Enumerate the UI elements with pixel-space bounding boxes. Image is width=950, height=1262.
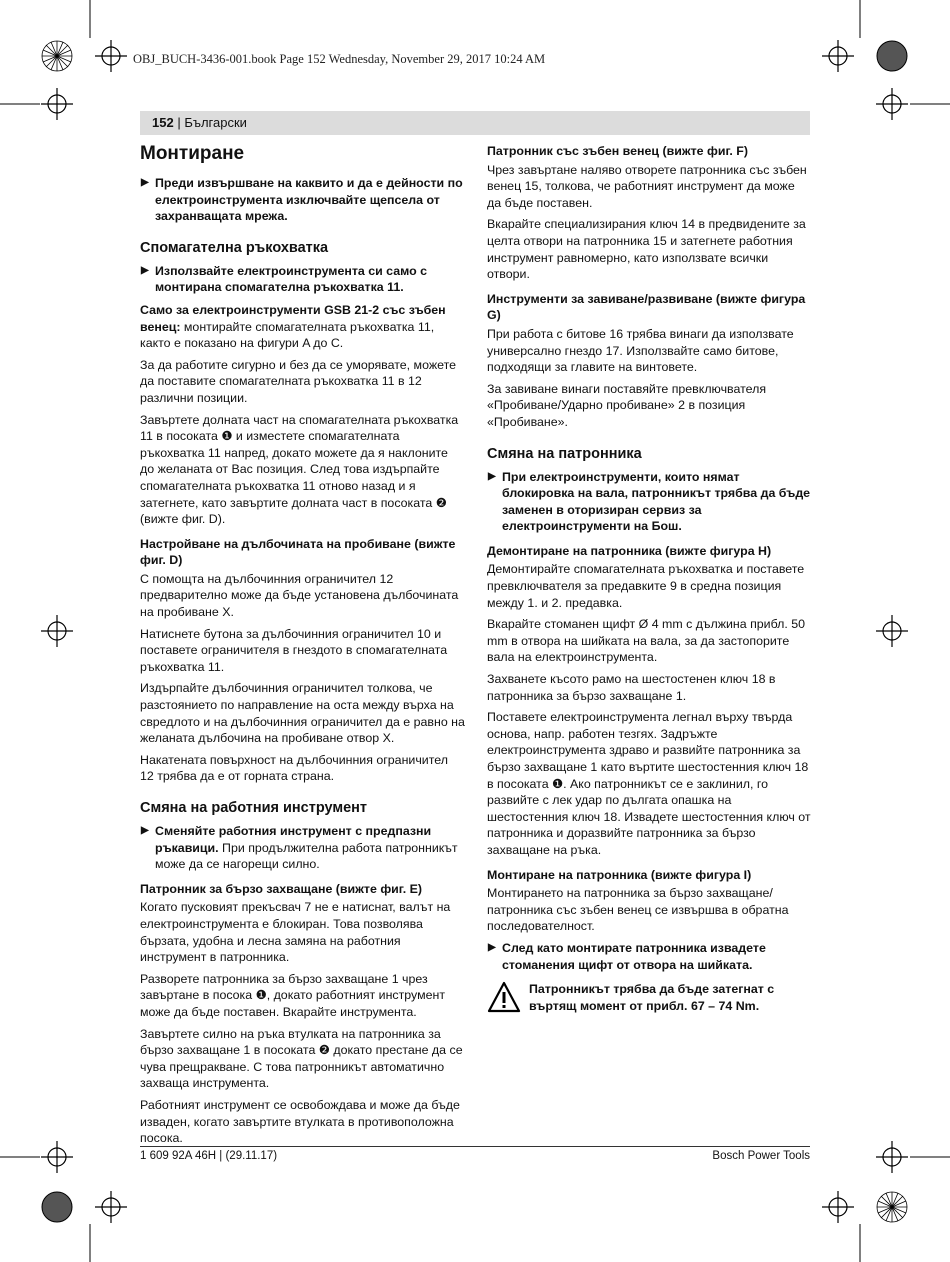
bullet-triangle-icon: ▶ bbox=[488, 470, 496, 482]
safety-bullet: ▶ След като монтирате патронника извадете стоманения щифт от отвора на шийката. bbox=[488, 940, 766, 972]
heading-gear-chuck: Патронник със зъбен венец (вижте фиг. F) bbox=[487, 144, 748, 158]
safety-bullet: ▶ Преди извършване на каквито и да е дейности по електроинструмента изключвайте щепсела от захранващата мрежа. bbox=[141, 176, 463, 224]
page-header-bar: 152 | Български bbox=[140, 111, 810, 135]
paragraph: Разворете патронника за бързо захващане 1 чрез завъртане в посока ❶, докато работният инструмент може да бъде поставен. Вкарайте инструмента. bbox=[140, 971, 446, 1019]
heading-quick-chuck: Патронник за бързо захващане (вижте фиг. E) bbox=[140, 881, 422, 896]
left-column bbox=[140, 143, 465, 1152]
paragraph: Завъртете силно на ръка втулката на патронника за бързо захващане 1 в посоката ❷ докато престане да се чува прещракване. С това патронникът автоматично захваща инструмента. bbox=[140, 1026, 463, 1091]
paragraph: Накатената повърхност на дълбочинния ограничител 12 трябва да е от горната страна. bbox=[140, 752, 448, 784]
paragraph: Поставете електроинструмента легнал върху твърда основа, напр. работен тезгях. Задръжте електроинструмента здраво и развийте патронника за бързо захващане 1 като въртите шестостенния ключ 18 в посоката ❶. Ако патронникът се е заклинил, го развийте с лек удар по дългата опашка на шестостенния ключ 18. Извадете шестостенния ключ от патронника и доразвийте патронника за бързо захващане на ръка. bbox=[487, 710, 811, 857]
bullet-triangle-icon: ▶ bbox=[141, 177, 149, 188]
paragraph: За да работите сигурно и без да се уморявате, можете да поставите спомагателната ръкохватка 11 в 12 различни позиции. bbox=[140, 357, 457, 405]
paragraph: Вкарайте специализирания ключ 14 в предвидените за целта отвори на патронника 15 и затегнете работния инструмент равномерно, като използвате всички отвори. bbox=[487, 217, 806, 282]
heading-mount-chuck: Монтиране на патронника (вижте фигура I) bbox=[487, 867, 752, 882]
paragraph: Чрез завъртане наляво отворете патронника със зъбен венец 15, толкова, че работният инструмент да може да бъде поставен. bbox=[487, 162, 807, 210]
paragraph: При работа с битове 16 трябва винаги да използвате универсално гнездо 17. Използвайте само битове, подходящи за главите на винтовете. bbox=[487, 326, 794, 375]
heading-aux-handle: Спомагателна ръкохватка bbox=[140, 239, 329, 256]
heading-chuck-change: Смяна на патронника bbox=[487, 445, 642, 462]
warning-triangle-icon bbox=[487, 981, 521, 1013]
paragraph: За завиване винаги поставяйте превключвателя «Пробиване/Ударно пробиване» 2 в позиция «Пробиване». bbox=[487, 381, 767, 429]
bullet-triangle-icon: ▶ bbox=[488, 941, 496, 953]
heading-tool-change: Смяна на работния инструмент bbox=[140, 800, 368, 816]
page-number: 152 bbox=[152, 115, 174, 130]
warning-note: Патронникът трябва да бъде затегнат с въртящ момент от прибл. 67 – 74 Nm. bbox=[487, 981, 812, 1021]
paragraph: Монтирането на патронника за бързо захващане/патронника със зъбен венец се извършва в обратна последователност. bbox=[487, 886, 789, 934]
paragraph: Само за електроинструменти GSB 21-2 със зъбен венец: монтирайте спомагателната ръкохватка 11, както е показано на фигури A до C. bbox=[140, 302, 446, 351]
bullet-triangle-icon: ▶ bbox=[141, 825, 149, 836]
safety-bullet: ▶ Сменяйте работния инструмент с предпазни ръкавици. При продължителна работа патронникът може да се нагорещи силно. bbox=[141, 824, 458, 872]
print-header: OBJ_BUCH-3436-001.book Page 152 Wednesday, November 29, 2017 10:24 AM bbox=[133, 52, 546, 66]
section-title: Монтиране bbox=[140, 143, 245, 164]
paragraph: Когато пусковият прекъсвач 7 не е натиснат, валът на електроинструмента е блокиран. Това позволява бързата, удобна и лесна замяна на работния инструмент в патронника. bbox=[140, 900, 451, 965]
page-language: Български bbox=[184, 115, 247, 130]
safety-bullet: ▶ При електроинструменти, които нямат блокировка на вала, патронникът трябва да бъде заменен в оторизиран сервиз за електроинструменти на Бош. bbox=[488, 469, 811, 534]
safety-bullet: ▶ Използвайте електроинструмента си само с монтирана спомагателна ръкохватка 11. bbox=[141, 263, 428, 295]
heading-depth: Настройване на дълбочината на пробиване (вижте фиг. D) bbox=[140, 536, 456, 568]
footer-brand: Bosch Power Tools bbox=[712, 1150, 810, 1162]
bullet-triangle-icon: ▶ bbox=[141, 264, 149, 276]
paragraph: Завъртете долната част на спомагателната ръкохватка 11 в посоката ❶ и изместете спомагателната ръкохватка 11 напред, докато можете да я наклоните до желаната от Вас позиция. След това издърпайте спомагателната ръкохватка 11 отново назад и я затегнете, като завъртите долната част в посоката ❷ (вижте фиг. D). bbox=[140, 412, 459, 527]
paragraph: Натиснете бутона за дълбочинния ограничител 10 и поставете ограничителя в гнездото в спомагателната ръкохватка 11. bbox=[140, 626, 448, 674]
heading-screwdriving: Инструменти за завиване/развиване (вижте фигура G) bbox=[487, 291, 806, 323]
paragraph: Демонтирайте спомагателната ръкохватка и поставете превключвателя за предавките 9 в средна позиция между 1. и 2. предавка. bbox=[487, 562, 805, 610]
paragraph: Захванете късото рамо на шестостенен ключ 18 в патронника за бързо захващане 1. bbox=[487, 672, 776, 703]
right-column bbox=[487, 143, 812, 1021]
paragraph: Вкарайте стоманен щифт Ø 4 mm с дължина прибл. 50 mm в отвора на шийката на вала, за да застопорите вала на електроинструмента. bbox=[487, 617, 806, 665]
footer-code: 1 609 92A 46H | (29.11.17) bbox=[140, 1150, 278, 1162]
paragraph: Работният инструмент се освобождава и може да бъде изваден, когато завъртите втулката в противоположна посока. bbox=[140, 1097, 460, 1146]
paragraph: Издърпайте дълбочинния ограничител толкова, че разстоянието по направление на оста между върха на свредлото и на дълбочинния ограничител да е равно на желаната дълбочина на пробиване отвор X. bbox=[140, 681, 465, 746]
heading-remove-chuck: Демонтиране на патронника (вижте фигура H) bbox=[487, 543, 772, 558]
paragraph: С помощта на дълбочинния ограничител 12 предварително може да бъде установена дълбочината на пробиване X. bbox=[140, 571, 459, 620]
footer-rule bbox=[140, 1146, 810, 1147]
